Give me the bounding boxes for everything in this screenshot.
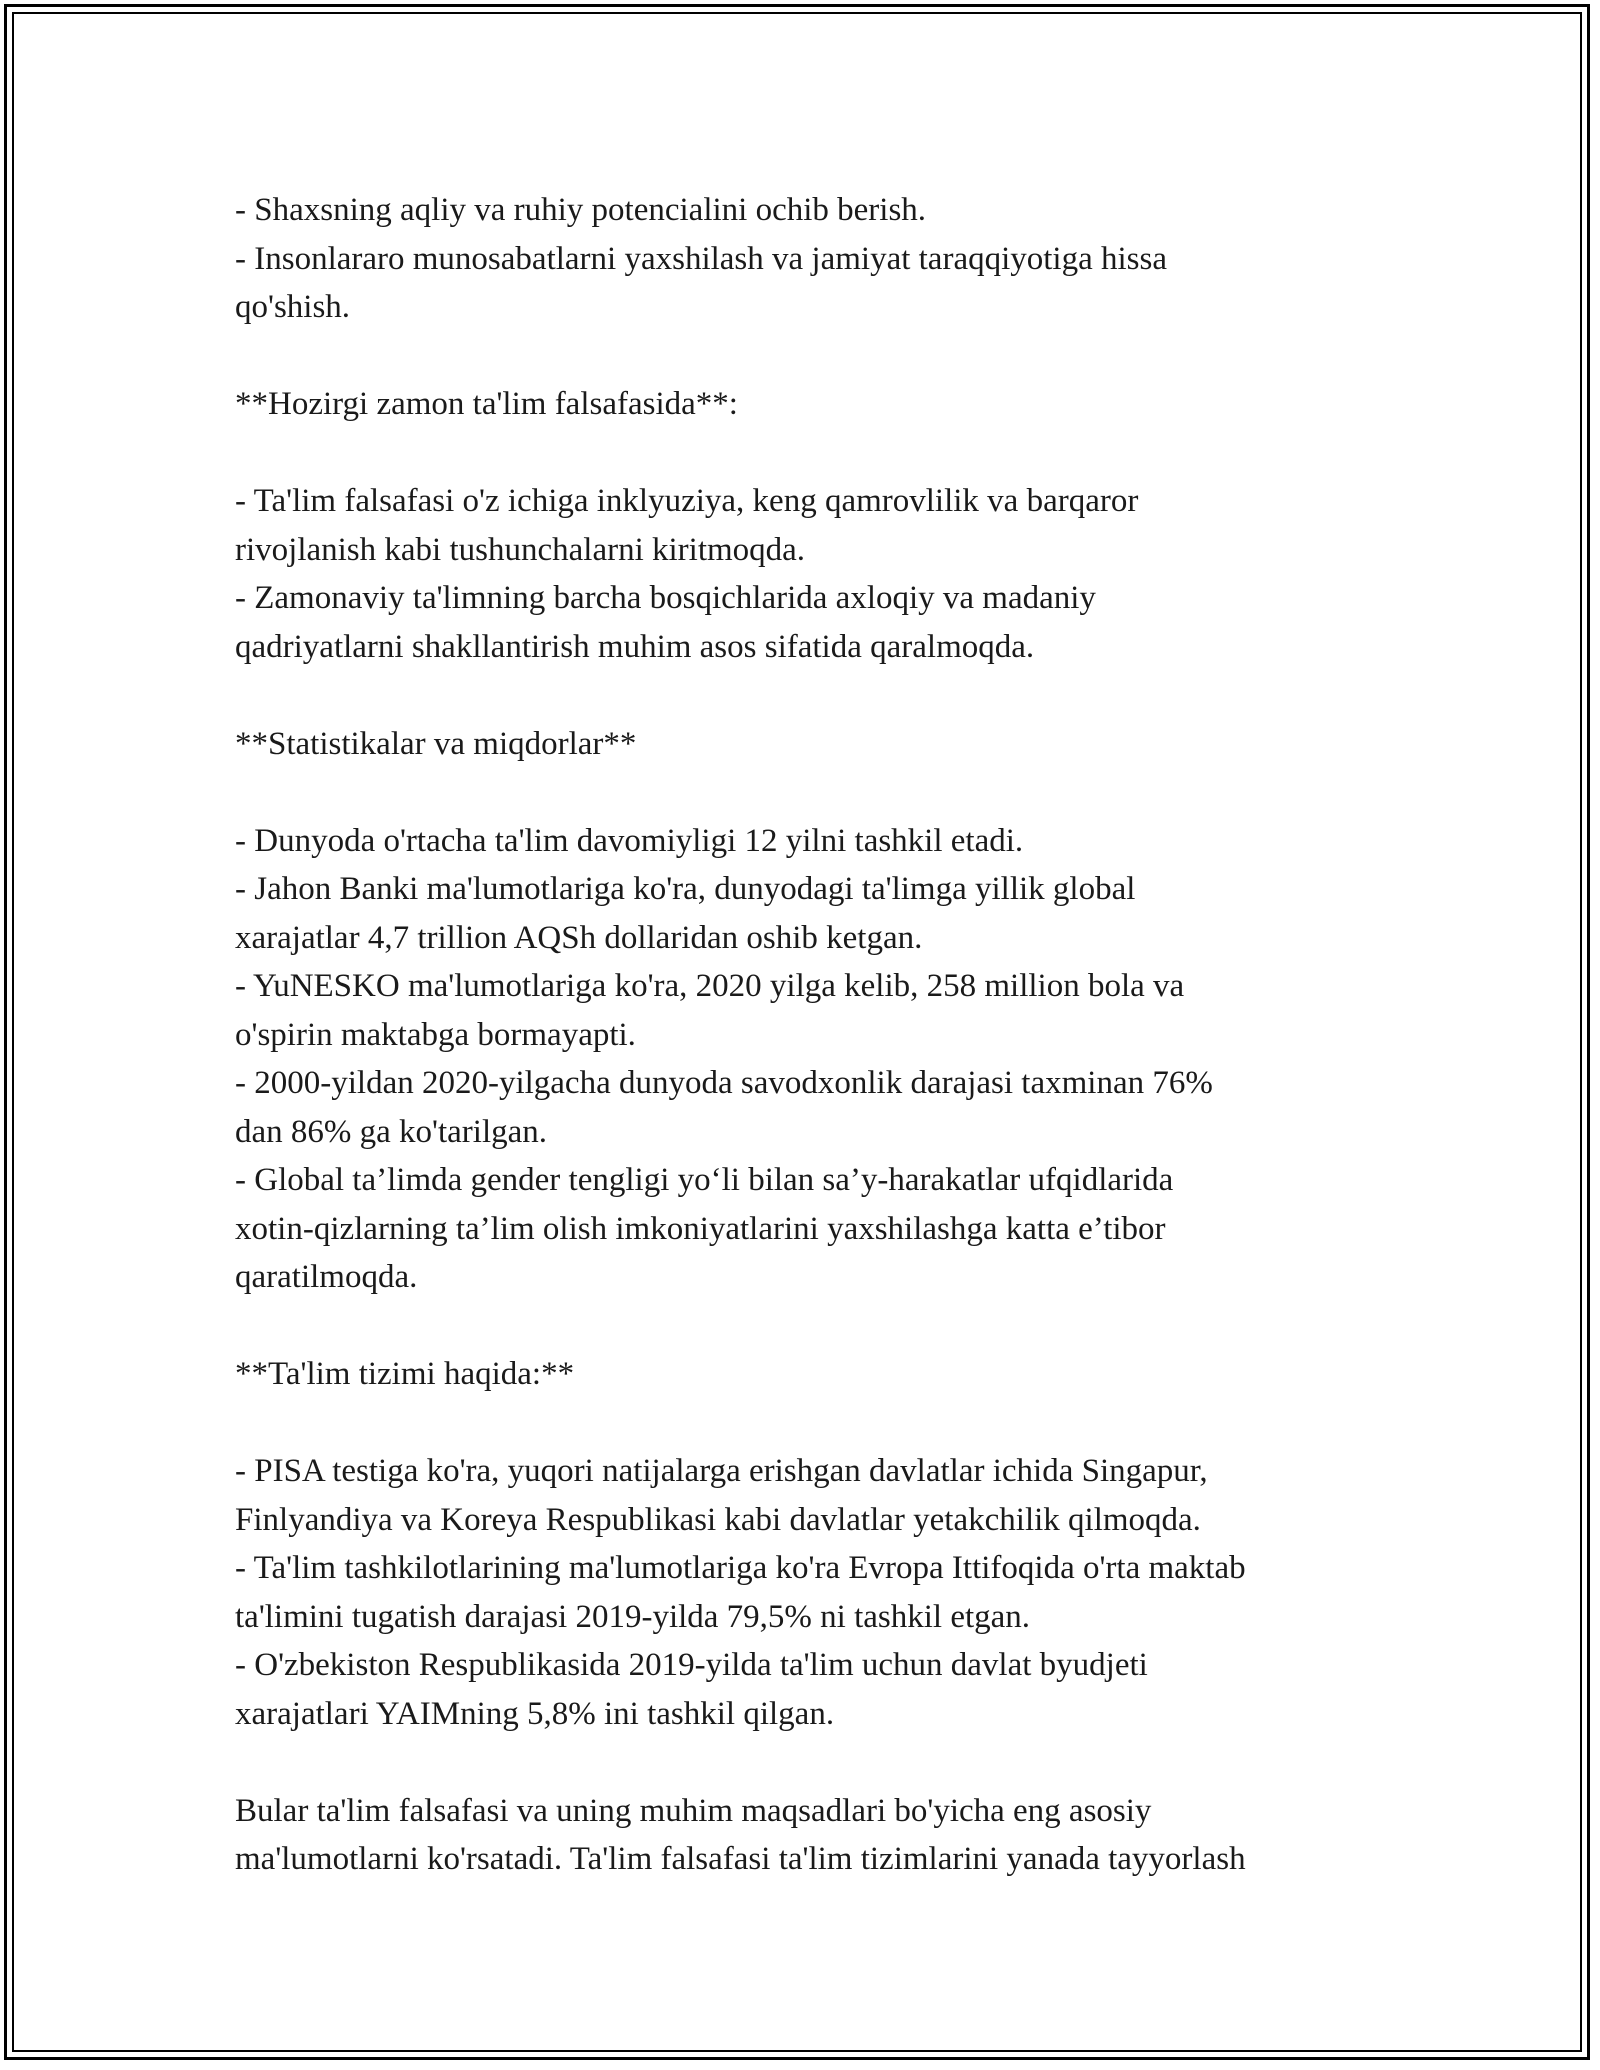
paragraph-gap [235,1302,1395,1351]
paragraph-gap [235,332,1395,381]
bullet-line: - PISA testiga ko'ra, yuqori natijalarga erishgan davlatlar ichida Singapur, [235,1453,1208,1489]
text-line: Finlyandiya va Koreya Respublikasi kabi davlatlar yetakchilik qilmoqda. [235,1501,1201,1538]
text-line: Bular ta'lim falsafasi va uning muhim maqsadlari bo'yicha eng asosiy [235,1792,1152,1829]
bullet-line: - Ta'lim falsafasi o'z ichiga inklyuziya, keng qamrovlilik va barqaror [235,483,1139,519]
paragraph-gap [235,768,1395,817]
bullet-line: - Zamonaviy ta'limning barcha bosqichlarida axloqiy va madaniy [235,580,1096,616]
bullet-line: - Jahon Banki ma'lumotlariga ko'ra, dunyodagi ta'limga yillik global [235,871,1136,907]
text-line: ta'limini tugatish darajasi 2019-yilda 79,5% ni tashkil etgan. [235,1598,1031,1635]
section-heading-system: **Ta'lim tizimi haqida:** [235,1356,575,1392]
bullet-line: - Dunyoda o'rtacha ta'lim davomiyligi 12 yilni tashkil etadi. [235,822,1024,859]
paragraph-gap [235,429,1395,478]
paragraph-gap [235,671,1395,720]
text-line: qo'shish. [235,289,351,325]
text-line: qadriyatlarni shakllantirish muhim asos sifatida qaralmoqda. [235,628,1035,665]
bullet-line: - 2000-yildan 2020-yilgacha dunyoda savodxonlik darajasi taxminan 76% [235,1065,1213,1101]
section-heading-stats: **Statistikalar va miqdorlar** [235,725,637,762]
text-line: xarajatlar 4,7 trillion AQSh dollaridan oshib ketgan. [235,919,923,956]
text-line: xotin-qizlarning ta’lim olish imkoniyatlarini yaxshilashga katta e’tibor [235,1210,1166,1247]
text-line: xarajatlari YAIMning 5,8% ini tashkil qilgan. [235,1695,835,1732]
bullet-line: - Insonlararo munosabatlarni yaxshilash va jamiyat taraqqiyotiga hissa [235,240,1167,277]
bullet-line: - Global ta’limda gender tengligi yo‘li bilan sa’y-harakatlar ufqidlarida [235,1162,1174,1198]
section-heading-modern: **Hozirgi zamon ta'lim falsafasida**: [235,386,738,422]
bullet-line: - Shaxsning aqliy va ruhiy potencialini ochib berish. [235,192,927,228]
bullet-line: - O'zbekiston Respublikasida 2019-yilda ta'lim uchun davlat byudjeti [235,1647,1148,1683]
text-line: ma'lumotlarni ko'rsatadi. Ta'lim falsafasi ta'lim tizimlarini yanada tayyorlash [235,1841,1246,1877]
paragraph-gap [235,1399,1395,1448]
text-line: o'spirin maktabga bormayapti. [235,1016,636,1053]
document-body [235,186,1395,1884]
text-line: qaratilmoqda. [235,1259,418,1295]
text-line: rivojlanish kabi tushunchalarni kiritmoqda. [235,531,806,568]
bullet-line: - Ta'lim tashkilotlarining ma'lumotlariga ko'ra Evropa Ittifoqida o'rta maktab [235,1550,1246,1586]
bullet-line: - YuNESKO ma'lumotlariga ko'ra, 2020 yilga kelib, 258 million bola va [235,968,1185,1004]
text-line: dan 86% ga ko'tarilgan. [235,1113,548,1150]
paragraph-gap [235,1738,1395,1787]
